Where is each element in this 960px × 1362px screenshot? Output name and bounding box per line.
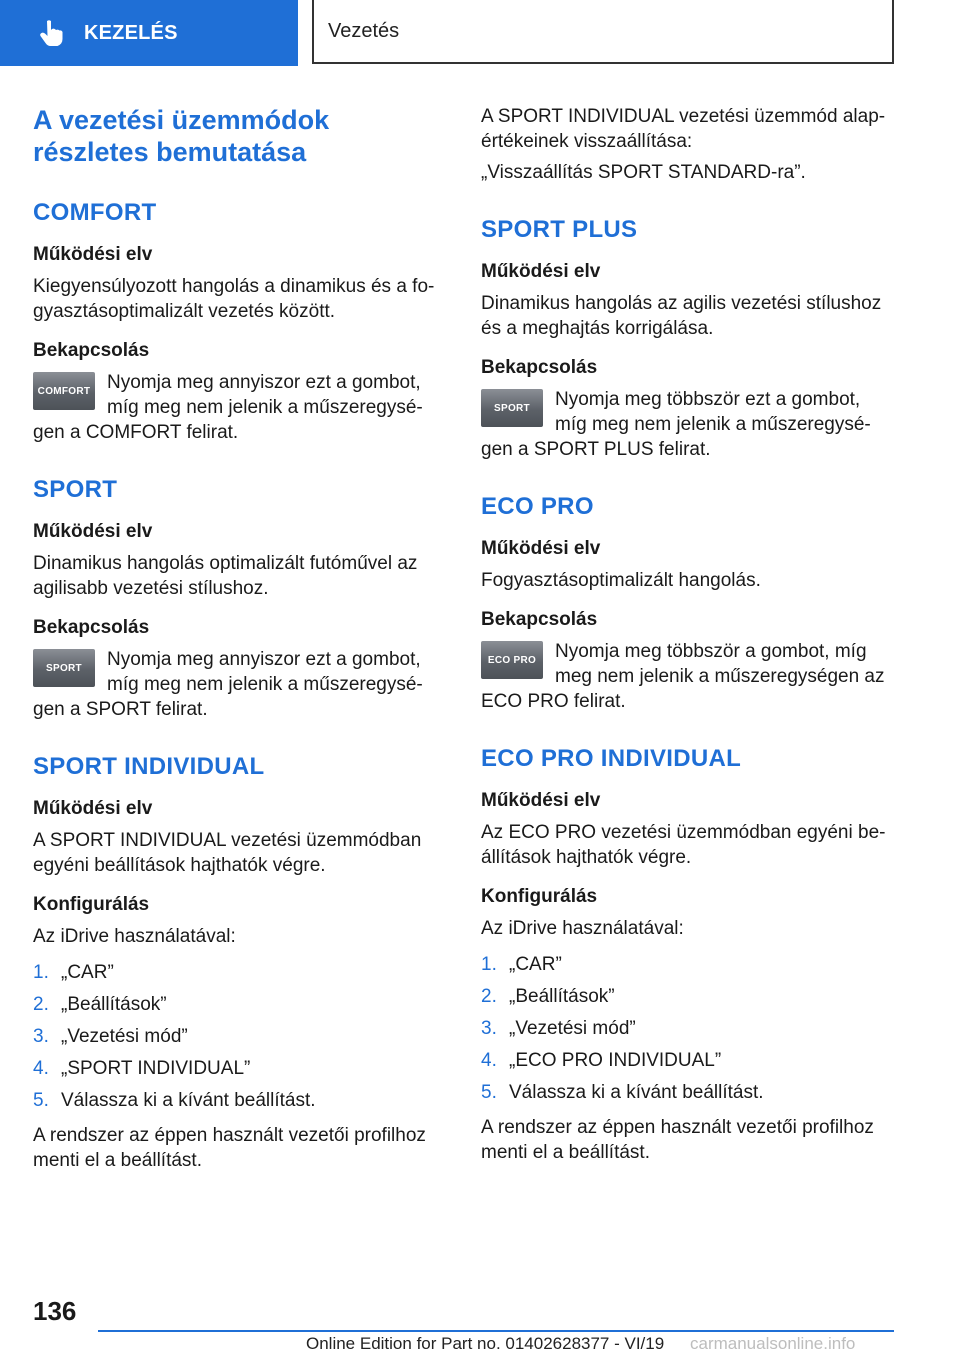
list-item xyxy=(481,1013,891,1045)
comfort-switch-text: Nyomja meg annyiszor ezt a gombot, míg meg nem jelenik a műszeregységen a COMFORT felirat. xyxy=(33,372,423,443)
comfort-button-image: COMFORT xyxy=(33,372,95,410)
sport-individual-steps xyxy=(33,957,443,1117)
comfort-principle-title: Működési elv xyxy=(33,244,153,265)
sport-plus-switch xyxy=(481,387,891,462)
list-item xyxy=(33,957,443,989)
hand-pointer-icon xyxy=(36,18,66,48)
sport-principle-title: Működési elv xyxy=(33,521,153,542)
eco-pro-individual-config-title: Konfigurálás xyxy=(481,886,598,907)
step-number: 1. xyxy=(481,954,497,975)
eco-pro-button-image: ECO PRO xyxy=(481,641,543,679)
step-number: 3. xyxy=(33,1026,49,1047)
step-text: „Beállítások” xyxy=(509,986,615,1007)
step-number: 4. xyxy=(481,1050,497,1071)
sport-switch xyxy=(33,647,443,722)
sport-switch-text: Nyomja meg annyiszor ezt a gombot, míg meg nem jelenik a műszeregységen a SPORT felirat. xyxy=(33,649,423,720)
watermark: carmanualsonline.info xyxy=(690,1334,856,1353)
sport-individual-outro: A rendszer az éppen használt vezetői profilhoz menti el a beállítást. xyxy=(33,1125,426,1171)
comfort-switch xyxy=(33,370,443,445)
reset-text: A SPORT INDIVIDUAL vezetési üzemmód alapértékeinek visszaállítása: xyxy=(481,106,886,152)
sport-plus-heading: SPORT PLUS xyxy=(481,216,638,243)
sport-button-image: SPORT xyxy=(33,649,95,687)
page-title: A vezetési üzemmódok részletes bemutatása xyxy=(33,105,330,167)
list-item xyxy=(481,1045,891,1077)
step-text: „SPORT INDIVIDUAL” xyxy=(61,1058,251,1079)
step-number: 4. xyxy=(33,1058,49,1079)
eco-pro-principle-title: Működési elv xyxy=(481,538,601,559)
right-column xyxy=(481,100,891,1165)
sport-plus-principle-text: Dinamikus hangolás az agilis vezetési stílushoz és a meghajtás korrigálása. xyxy=(481,293,882,339)
chapter-tab-label: Vezetés xyxy=(328,19,400,42)
sport-plus-principle-title: Működési elv xyxy=(481,261,601,282)
eco-pro-switch-text: Nyomja meg többször a gombot, míg meg nem jelenik a műszeregységen az ECO PRO felirat. xyxy=(481,641,885,712)
step-text: „Vezetési mód” xyxy=(509,1018,636,1039)
edition-note: Online Edition for Part no. 01402628377 - VI/19 xyxy=(306,1334,665,1353)
sport-plus-switch-title: Bekapcsolás xyxy=(481,357,598,378)
sport-switch-title: Bekapcsolás xyxy=(33,617,150,638)
section-tab-label: KEZELÉS xyxy=(84,21,178,44)
sport-plus-switch-text: Nyomja meg többször ezt a gombot, míg meg nem jelenik a műszeregységen a SPORT PLUS felirat. xyxy=(481,389,871,460)
eco-pro-individual-principle-title: Működési elv xyxy=(481,790,601,811)
sport-principle-text: Dinamikus hangolás optimalizált futóművel az agilisabb vezetési stílushoz. xyxy=(33,553,418,599)
list-item xyxy=(33,989,443,1021)
sport-heading: SPORT xyxy=(33,476,118,503)
sport-individual-config-title: Konfigurálás xyxy=(33,894,150,915)
page-number: 136 xyxy=(33,1296,77,1326)
eco-pro-switch-title: Bekapcsolás xyxy=(481,609,598,630)
eco-pro-individual-principle-text: Az ECO PRO vezetési üzemmódban egyéni beállítások hajthatók végre. xyxy=(481,822,886,868)
eco-pro-individual-heading: ECO PRO INDIVIDUAL xyxy=(481,745,742,772)
step-text: „CAR” xyxy=(509,954,562,975)
comfort-switch-title: Bekapcsolás xyxy=(33,340,150,361)
step-number: 2. xyxy=(481,986,497,1007)
sport-individual-principle-title: Működési elv xyxy=(33,798,153,819)
eco-pro-switch xyxy=(481,639,891,714)
list-item xyxy=(33,1021,443,1053)
step-text: Válassza ki a kívánt beállítást. xyxy=(61,1090,316,1111)
page-header xyxy=(0,0,960,66)
step-text: „Vezetési mód” xyxy=(61,1026,188,1047)
step-number: 5. xyxy=(481,1082,497,1103)
comfort-heading: COMFORT xyxy=(33,199,157,226)
eco-pro-heading: ECO PRO xyxy=(481,493,594,520)
chapter-tab-vezetes xyxy=(312,0,894,64)
sport-plus-button-image: SPORT xyxy=(481,389,543,427)
sport-individual-config-intro: Az iDrive használatával: xyxy=(33,926,236,947)
eco-pro-individual-config-intro: Az iDrive használatával: xyxy=(481,918,684,939)
list-item xyxy=(33,1085,443,1117)
eco-pro-principle-text: Fogyasztásoptimalizált hangolás. xyxy=(481,570,761,591)
section-tab-kezeles xyxy=(0,0,298,66)
list-item xyxy=(33,1053,443,1085)
eco-pro-individual-outro: A rendszer az éppen használt vezetői profilhoz menti el a beállítást. xyxy=(481,1117,874,1163)
list-item xyxy=(481,981,891,1013)
footer-divider xyxy=(98,1330,894,1332)
step-number: 1. xyxy=(33,962,49,983)
step-number: 3. xyxy=(481,1018,497,1039)
comfort-principle-text: Kiegyensúlyozott hangolás a dinamikus és a fogyasztásoptimalizált vezetés között. xyxy=(33,276,435,322)
sport-individual-principle-text: A SPORT INDIVIDUAL vezetési üzemmódban egyéni beállítások hajthatók végre. xyxy=(33,830,422,876)
step-text: „ECO PRO INDIVIDUAL” xyxy=(509,1050,722,1071)
eco-pro-individual-steps xyxy=(481,949,891,1109)
sport-individual-heading: SPORT INDIVIDUAL xyxy=(33,753,265,780)
list-item xyxy=(481,1077,891,1109)
list-item xyxy=(481,949,891,981)
step-number: 2. xyxy=(33,994,49,1015)
left-column xyxy=(33,100,443,1173)
step-text: „Beállítások” xyxy=(61,994,167,1015)
reset-value: „Visszaállítás SPORT STANDARD-ra”. xyxy=(481,162,806,183)
step-text: Válassza ki a kívánt beállítást. xyxy=(509,1082,764,1103)
step-text: „CAR” xyxy=(61,962,114,983)
step-number: 5. xyxy=(33,1090,49,1111)
